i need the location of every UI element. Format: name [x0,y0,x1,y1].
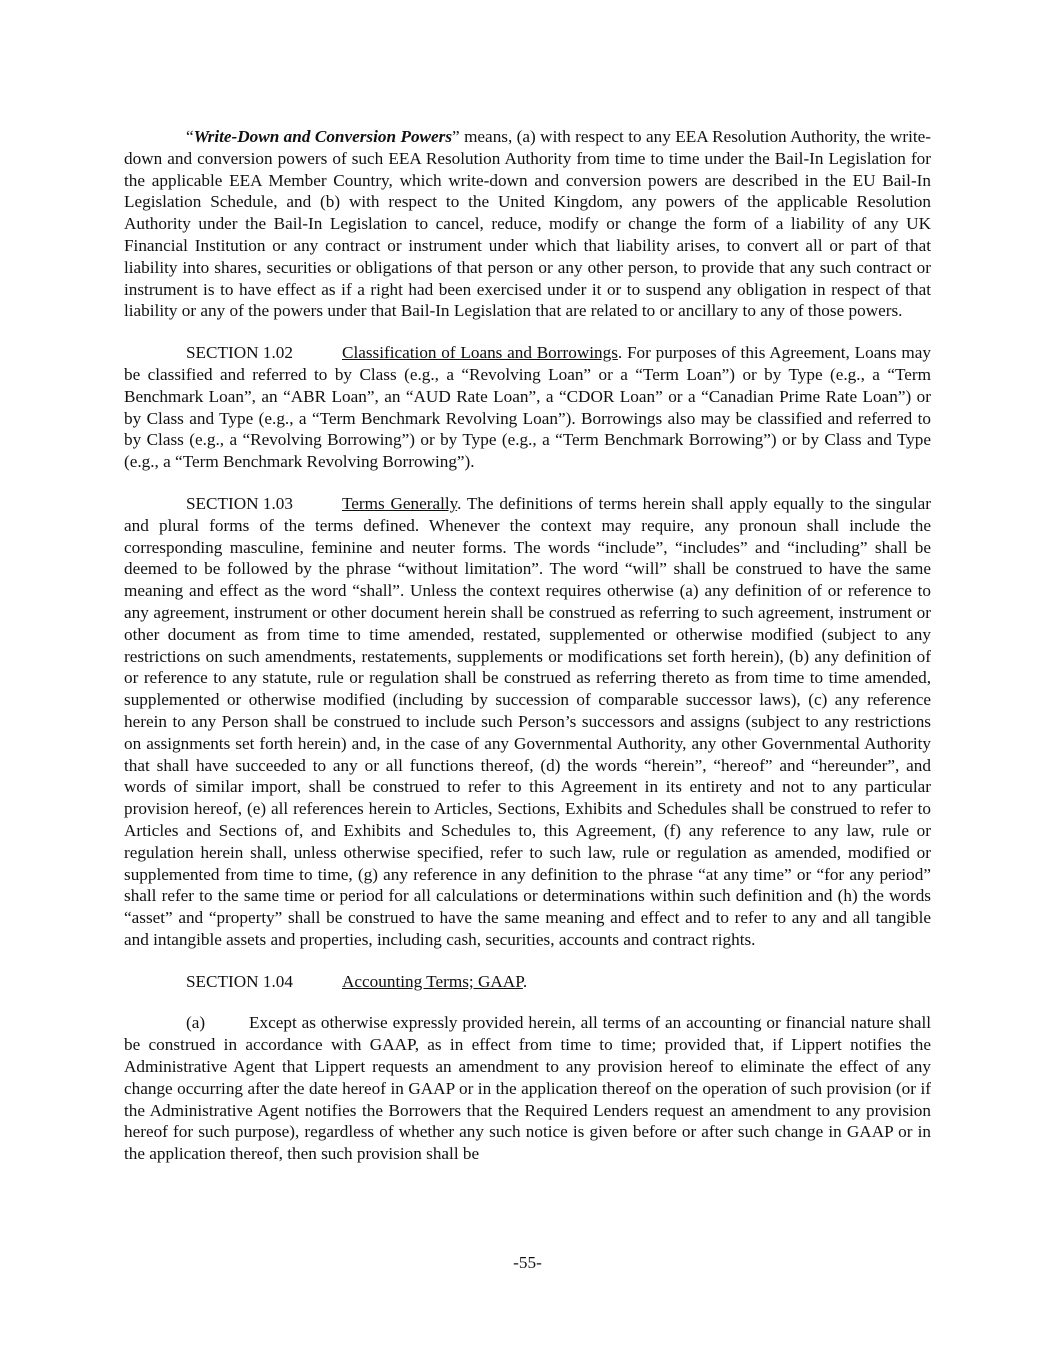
document-page [124,126,931,1185]
definition-open-quote: “ [186,127,194,146]
section-1-04-heading [124,971,931,993]
definition-write-down-and-conversion-powers [124,126,931,322]
definition-body: ” means, (a) with respect to any EEA Resolution Authority, the write-down and conversion powers of such EEA Resolution Authority from time to time under the Bail-In Legislation for the applicable EEA Member Country, which write-down and conversion powers are described in the EU Bail-In Legislation Schedule, and (b) with respect to the United Kingdom, any powers of the applicable Resolution Authority under the Bail-In Legislation to cancel, reduce, modify or change the form of a liability of any UK Financial Institution or any contract or instrument under which that liability arises, to convert all or part of that liability into shares, securities or obligations of that person or any other person, to provide that any such contract or instrument is to have effect as if a right had been exercised under it or to suspend any obligation in respect of that liability or any of the powers under that Bail-In Legislation that are related to or ancillary to any of those powers. [124,127,931,321]
section-title: Classification of Loans and Borrowings [342,343,618,363]
section-title-period: . [522,971,528,991]
section-title: Terms Generally [342,493,458,513]
section-body: . For purposes of this Agreement, Loans may be classified and referred to by Class (e.g., a “Revolving Loan” or a “Term Loan”) or by Type (e.g., a “Term Benchmark Loan”, an “ABR Loan”, an “AUD Rate Loan”, a “CDOR Loan” or a “Canadian Prime Rate Loan”) or by Class and Type (e.g., a “Term Benchmark Revolving Loan”). Borrowings also may be classified and referred to by Class (e.g., a “Revolving Borrowing”) or by Type (e.g., a “Term Benchmark Borrowing”) or by Class and Type (e.g., a “Term Benchmark Revolving Borrowing”). [124,343,931,472]
section-number: SECTION 1.04 [186,971,293,991]
section-number: SECTION 1.03 [186,493,293,513]
section-1-04-subsection-a [124,1012,931,1165]
section-1-02 [124,342,931,473]
page-number: -55- [513,1253,542,1272]
defined-term: Write-Down and Conversion Powers [193,127,453,146]
subsection-body: Except as otherwise expressly provided herein, all terms of an accounting or financial nature shall be construed in accordance with GAAP, as in effect from time to time; provided that, if Lippert notifies the Administrative Agent that Lippert requests an amendment to any provision hereof to eliminate the effect of any change occurring after the date hereof in GAAP or in the application thereof on the operation of such provision (or if the Administrative Agent notifies the Borrowers that the Required Lenders request an amendment to any provision hereof for such purpose), regardless of whether any such notice is given before or after such change in GAAP or in the application thereof, then such provision shall be [124,1013,931,1164]
subsection-label: (a) [186,1013,206,1033]
section-body: . The definitions of terms herein shall apply equally to the singular and plural forms of the terms defined. Whenever the context may require, any pronoun shall include the corresponding masculine, feminine and neuter forms. The words “include”, “includes” and “including” shall be deemed to be followed by the phrase “without limitation”. The word “will” shall be construed to have the same meaning and effect as the word “shall”. Unless the context requires otherwise (a) any definition of or reference to any agreement, instrument or other document herein shall be construed as referring to such agreement, instrument or other document as from time to time amended, restated, supplemented or otherwise modified (subject to any restrictions on such amendments, restatements, supplements or modifications set forth herein), (b) any definition of or reference to any statute, rule or regulation shall be construed as referring thereto as from time to time amended, supplemented or otherwise modified (including by succession of comparable successor laws), (c) any reference herein to any Person shall be construed to include such Person’s successors and assigns (subject to any restrictions on assignments set forth herein) and, in the case of any Governmental Authority, any other Governmental Authority that shall have succeeded to any or all functions thereof, (d) the words “herein”, “hereof” and “hereunder”, and words of similar import, shall be construed to refer to this Agreement in its entirety and not to any particular provision hereof, (e) all references herein to Articles, Sections, Exhibits and Schedules shall be construed to refer to Articles and Sections of, and Exhibits and Schedules to, this Agreement, (f) any reference to any law, rule or regulation herein shall, unless otherwise specified, refer to such law, rule or regulation as amended, modified or supplemented from time to time, (g) any reference in any definition to the phrase “at any time” or “for any period” shall refer to the same time or period for all calculations or determinations within such definition and (h) the words “asset” and “property” shall be construed to have the same meaning and effect and to refer to any and all tangible and intangible assets and properties, including cash, securities, accounts and contract rights. [124,493,931,949]
section-title: Accounting Terms; GAAP [342,971,523,991]
section-number: SECTION 1.02 [186,343,293,363]
section-1-03 [124,493,931,951]
